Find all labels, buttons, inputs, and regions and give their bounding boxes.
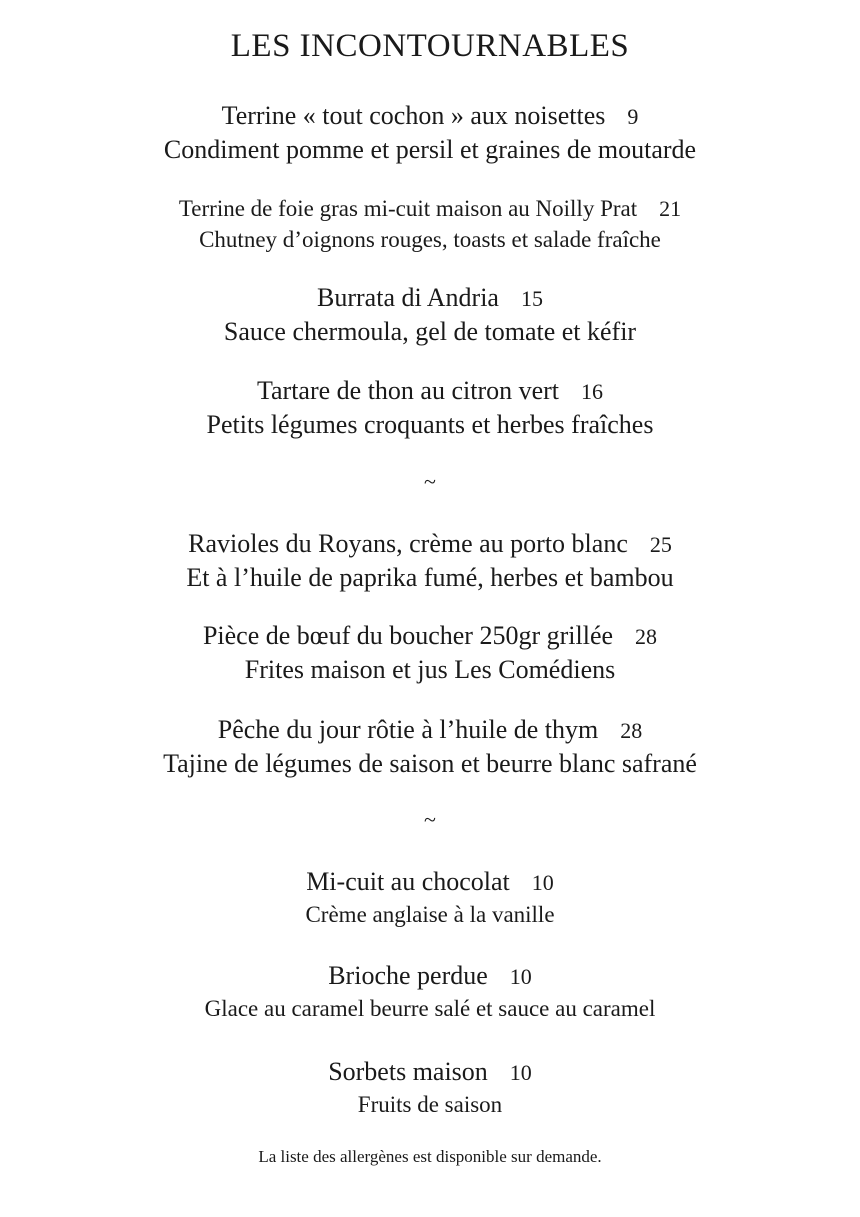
dish-name: Pièce de bœuf du boucher 250gr grillée: [202, 621, 614, 650]
dish-item: [0, 619, 860, 686]
dish-item: [0, 1055, 860, 1120]
dish-name: Sorbets maison: [328, 1057, 488, 1086]
dish-price: 16: [581, 379, 604, 404]
dish-price: 9: [627, 104, 639, 129]
dish-name: Terrine « tout cochon » aux noisettes: [221, 101, 606, 130]
dish-description: Fruits de saison: [357, 1092, 503, 1117]
dish-name: Terrine de foie gras mi-cuit maison au Noilly Prat: [178, 196, 638, 221]
menu-title: LES INCONTOURNABLES: [230, 28, 630, 64]
dish-item: [0, 959, 860, 1024]
dish-item: [0, 281, 860, 348]
dish-price: 21: [659, 196, 682, 221]
section-separator: ~: [424, 807, 436, 832]
dish-item: [0, 865, 860, 930]
dish-description: Et à l’huile de paprika fumé, herbes et bambou: [186, 563, 674, 592]
dish-description: Glace au caramel beurre salé et sauce au caramel: [204, 996, 656, 1021]
dish-item: [0, 193, 860, 255]
dish-item: [0, 374, 860, 441]
dish-item: [0, 527, 860, 594]
dish-price: 10: [509, 1060, 532, 1085]
dish-description: Chutney d’oignons rouges, toasts et salade fraîche: [199, 227, 661, 252]
dish-name: Brioche perdue: [328, 961, 488, 990]
dish-name: Burrata di Andria: [317, 283, 499, 312]
dish-price: 10: [509, 964, 532, 989]
dish-description: Petits légumes croquants et herbes fraîches: [206, 410, 654, 439]
dish-price: 15: [520, 286, 543, 311]
dish-price: 10: [531, 870, 554, 895]
section-separator: ~: [424, 469, 436, 494]
dish-description: Frites maison et jus Les Comédiens: [244, 655, 616, 684]
dish-price: 28: [620, 718, 643, 743]
allergen-note: La liste des allergènes est disponible sur demande.: [258, 1147, 602, 1166]
dish-price: 25: [649, 532, 672, 557]
dish-description: Tajine de légumes de saison et beurre blanc safrané: [163, 749, 697, 778]
dish-description: Crème anglaise à la vanille: [305, 902, 555, 927]
dish-name: Mi-cuit au chocolat: [306, 867, 510, 896]
dish-item: [0, 713, 860, 780]
dish-name: Tartare de thon au citron vert: [256, 376, 560, 405]
dish-description: Condiment pomme et persil et graines de moutarde: [163, 135, 697, 164]
dish-price: 28: [635, 624, 658, 649]
dish-name: Pêche du jour rôtie à l’huile de thym: [217, 715, 599, 744]
dish-name: Ravioles du Royans, crème au porto blanc: [188, 529, 628, 558]
dish-item: [0, 99, 860, 166]
dish-description: Sauce chermoula, gel de tomate et kéfir: [223, 317, 637, 346]
